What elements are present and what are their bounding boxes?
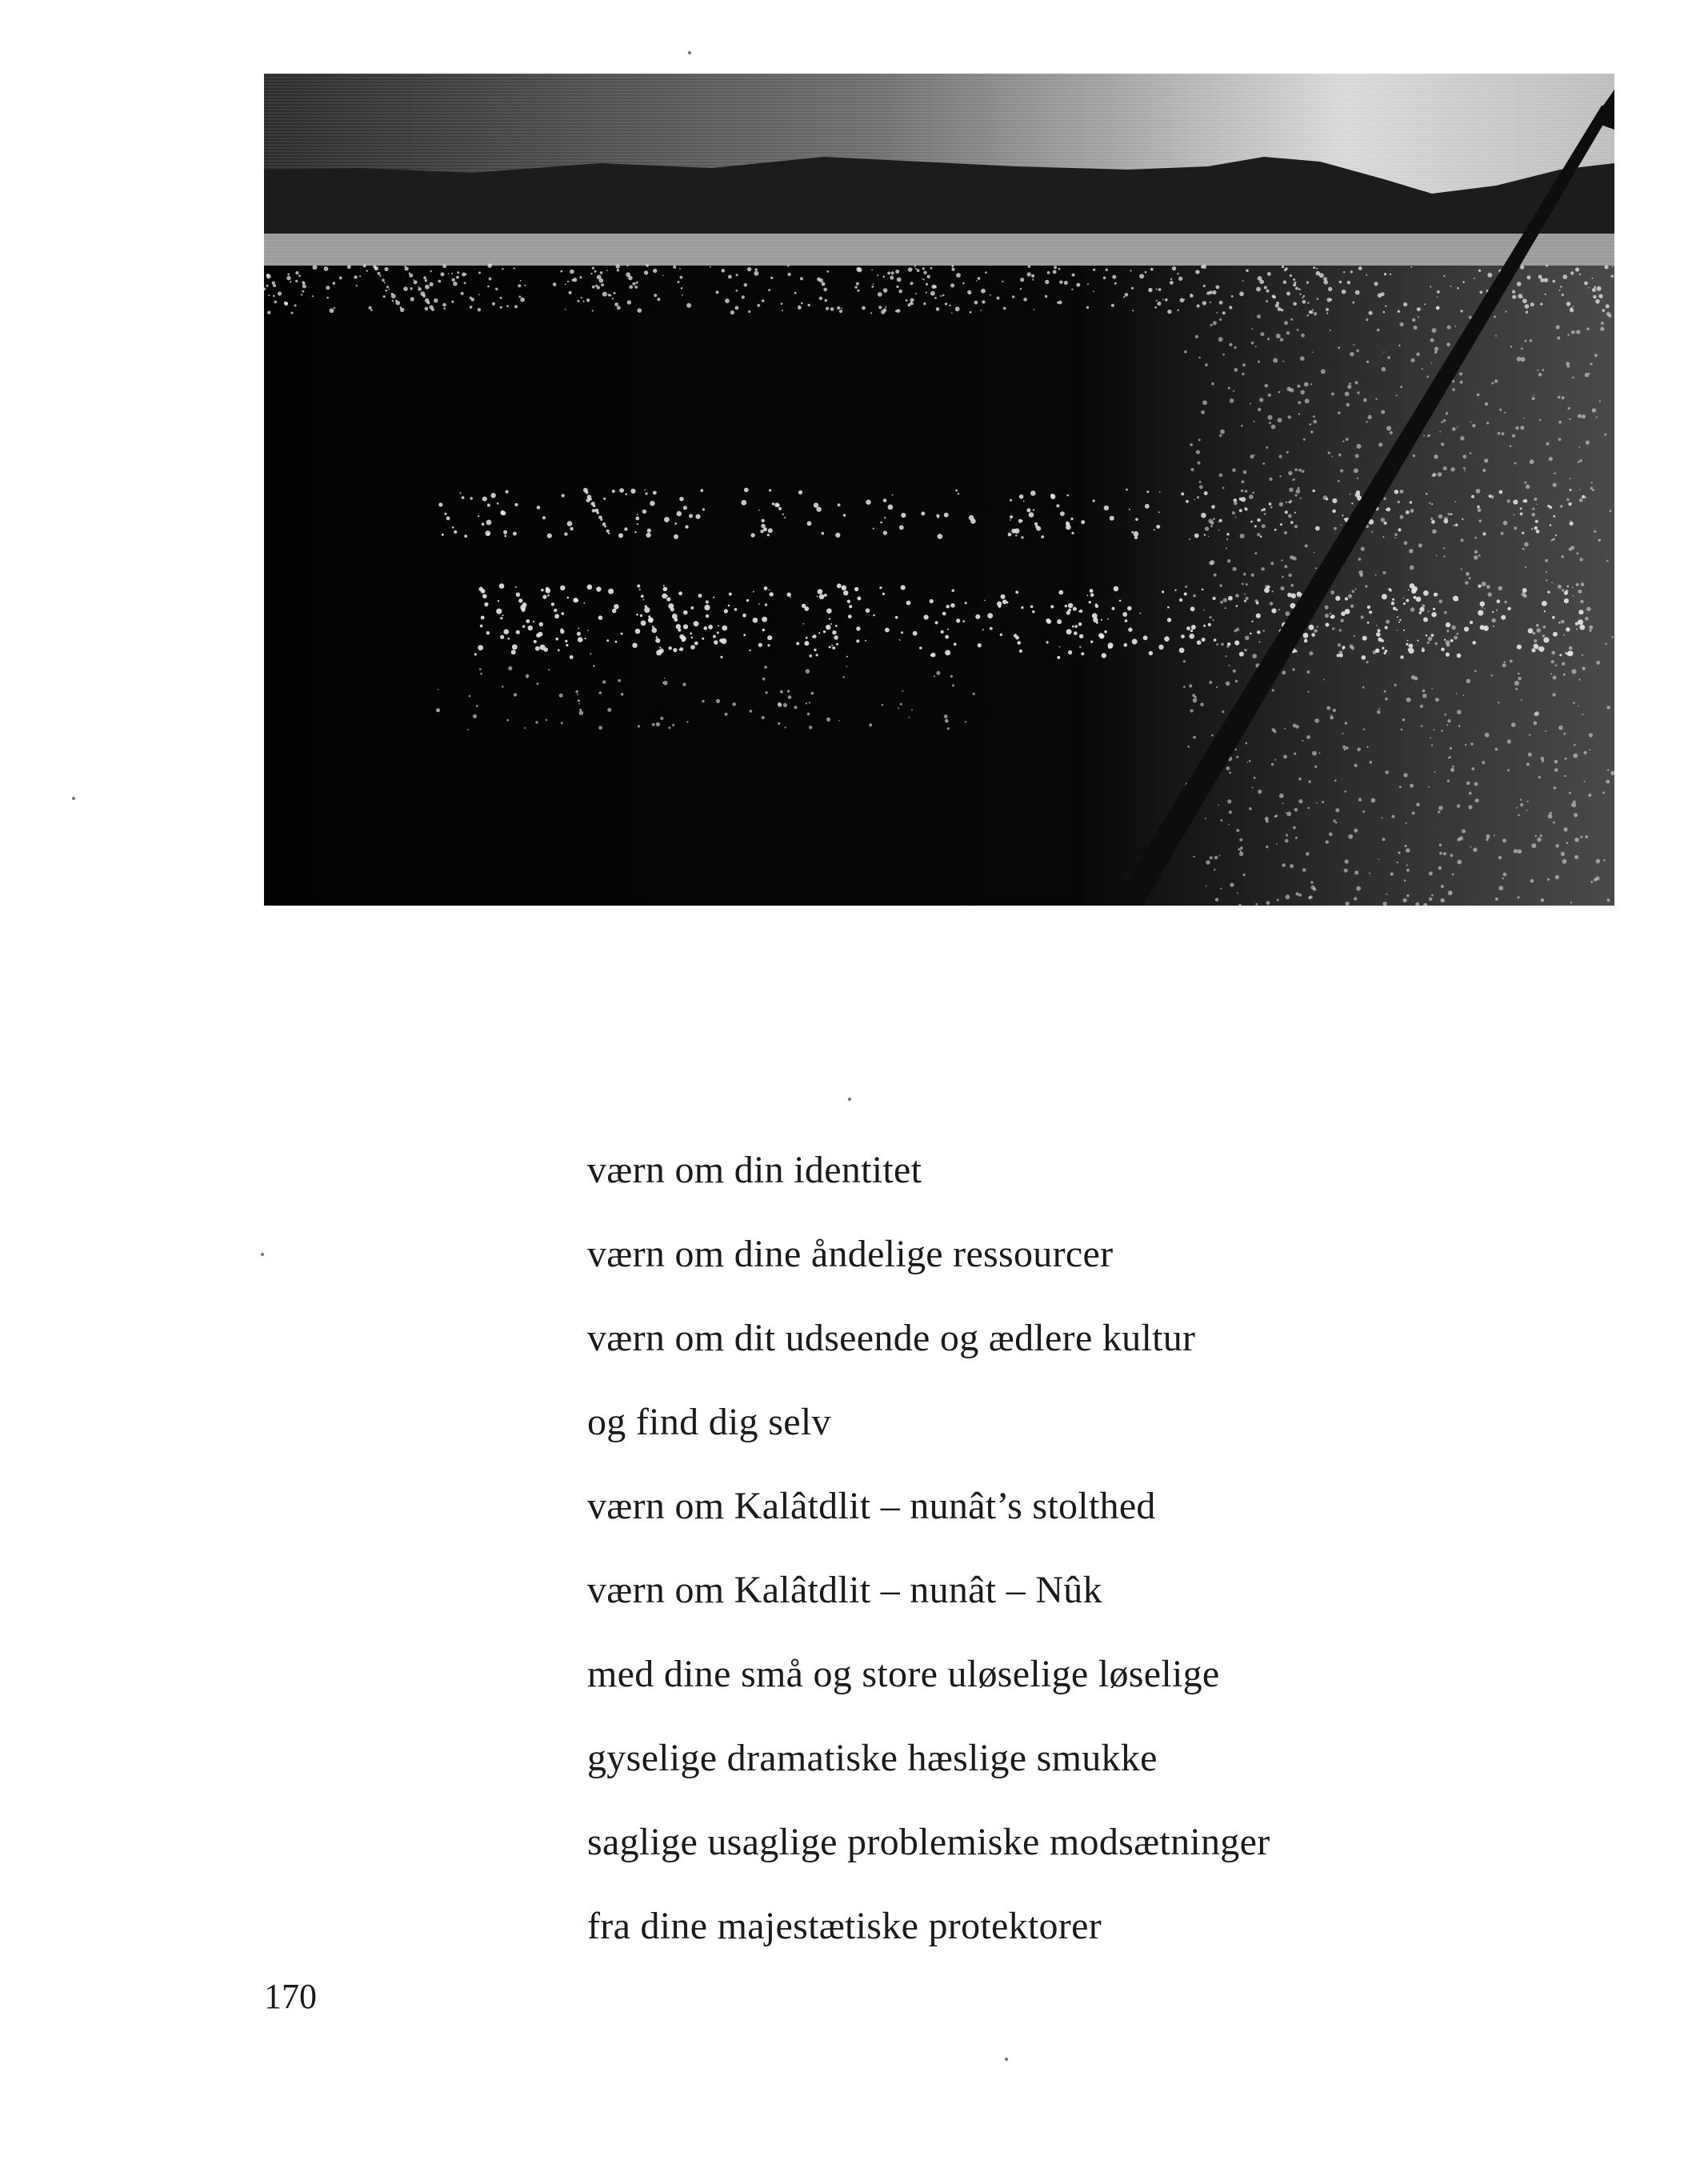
poem-line: saglige usaglige problemiske modsætninger <box>587 1821 1270 1863</box>
poem-line: værn om Kalâtdlit – nunât’s stolthed <box>587 1485 1156 1527</box>
scan-speck <box>1005 2058 1008 2061</box>
poem-line: værn om dit udseende og ædlere kultur <box>587 1317 1196 1359</box>
scan-speck <box>261 1253 264 1256</box>
photograph <box>264 74 1614 906</box>
scan-speck <box>848 1098 851 1101</box>
poem-line: gyselige dramatiske hæslige smukke <box>587 1737 1158 1779</box>
page-number: 170 <box>264 1977 317 2016</box>
poem <box>587 1128 1627 1968</box>
scan-speck <box>688 51 691 54</box>
scan-speck <box>72 797 75 800</box>
poem-line: værn om din identitet <box>587 1149 922 1191</box>
fjord-photo <box>264 74 1614 906</box>
poem-line: med dine små og store uløselige løselige <box>587 1653 1220 1695</box>
poem-line: og find dig selv <box>587 1401 831 1443</box>
poem-line: værn om dine åndelige ressourcer <box>587 1233 1114 1275</box>
poem-line: værn om Kalâtdlit – nunât – Nûk <box>587 1569 1102 1611</box>
poem-line: fra dine majestætiske protektorer <box>587 1905 1102 1947</box>
